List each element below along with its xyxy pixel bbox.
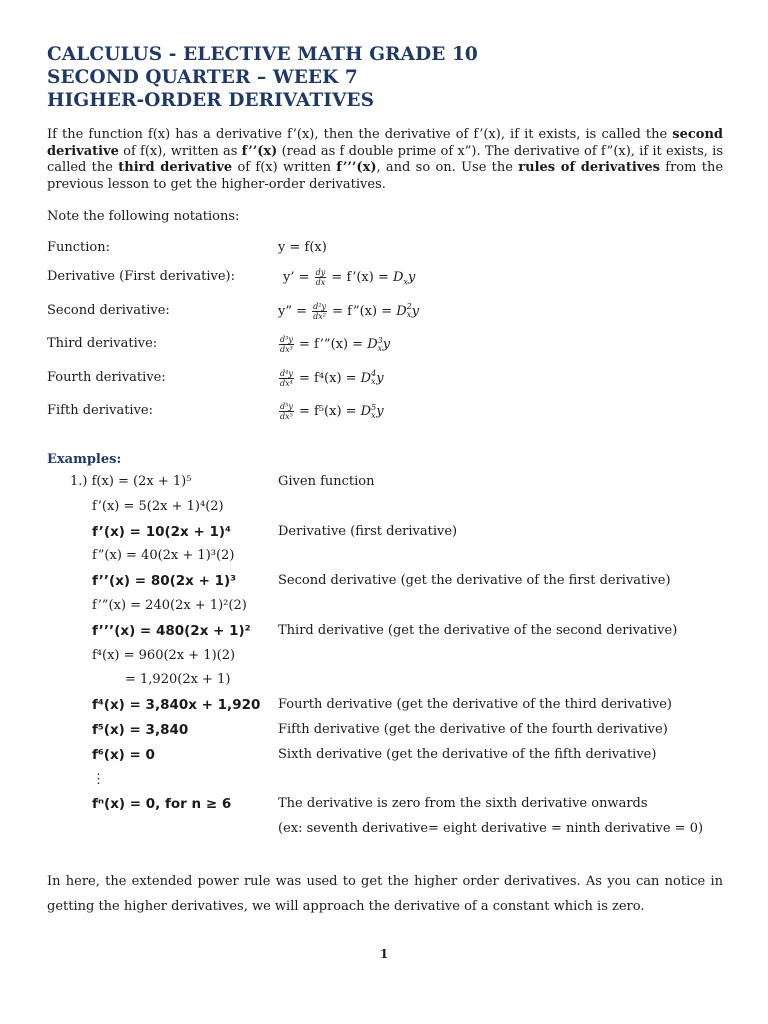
intro-notation-third: f’’’(x)	[336, 160, 377, 175]
operator-power: 2	[406, 302, 412, 312]
example-step: = 1,920(2x + 1)	[125, 672, 231, 688]
operator-letter: D	[367, 337, 378, 353]
example-row	[47, 696, 723, 721]
example-step: f’(x) = 5(2x + 1)⁴(2)	[92, 498, 224, 514]
notation-label: Fourth derivative:	[47, 369, 166, 385]
vertical-ellipsis: ⋮	[92, 771, 105, 787]
notation-row-function	[47, 239, 723, 268]
example-result: f’’(x) = 80(2x + 1)³	[92, 573, 237, 590]
operator-d	[393, 270, 415, 285]
intro-text: , and so on. Use the	[376, 160, 519, 175]
example-explanation: Derivative (first derivative)	[278, 523, 458, 539]
notation-expression	[278, 302, 419, 321]
example-explanation: Sixth derivative (get the derivative of the fifth derivative)	[278, 746, 657, 762]
fraction-d2y-dx2	[312, 302, 327, 321]
operator-d	[396, 304, 419, 319]
notation-row-fifth	[47, 402, 723, 436]
notation-row-third	[47, 335, 723, 369]
example-explanation: Fifth derivative (get the derivative of the fourth derivative)	[278, 721, 668, 737]
fraction-numerator: d⁴y	[280, 368, 293, 378]
expr-part: y” =	[278, 303, 312, 319]
fraction-dy-dx	[315, 268, 327, 287]
example-row	[47, 671, 723, 696]
operator-power: 4	[371, 369, 377, 379]
fraction-numerator: d⁵y	[280, 402, 293, 412]
fraction-d5y-dx5	[279, 402, 294, 421]
intro-text: (read as f double prime of x”). The derivative of f”(x), if it exists, is called the	[47, 143, 723, 175]
example-explanation: The derivative is zero from the sixth derivative onwards	[278, 796, 648, 812]
operator-variable: y	[376, 404, 384, 420]
example-row	[47, 473, 723, 498]
example-row	[47, 795, 723, 820]
examples-list	[47, 473, 723, 845]
operator-subscript: x	[377, 343, 383, 353]
example-row	[47, 820, 723, 845]
operator-letter: D	[396, 303, 407, 319]
fraction-denominator: dx	[315, 278, 326, 287]
example-row	[47, 597, 723, 622]
notation-note: Note the following notations:	[47, 209, 240, 224]
intro-text: of f(x), written as	[118, 143, 242, 159]
example-row	[47, 523, 723, 548]
notation-expression	[278, 335, 390, 354]
fraction-denominator: dx³	[280, 345, 293, 355]
examples-heading: Examples:	[47, 451, 122, 467]
example-row	[47, 547, 723, 572]
intro-term-second-derivative: second derivative	[47, 127, 723, 159]
example-result: f⁴(x) = 3,840x + 1,920	[92, 697, 261, 714]
fraction-denominator: dx⁴	[280, 378, 293, 388]
document-page	[47, 43, 723, 919]
page-number: 1	[379, 947, 389, 961]
operator-subscript: x	[371, 377, 376, 387]
example-step: f⁴(x) = 960(2x + 1)(2)	[92, 647, 236, 663]
expr-part: = f’(x) =	[327, 270, 393, 285]
notation-row-first	[47, 268, 723, 302]
example-row	[47, 622, 723, 647]
operator-d	[367, 337, 390, 352]
operator-variable: y	[407, 270, 416, 285]
notation-table	[47, 239, 723, 436]
example-row	[47, 647, 723, 672]
notation-expression	[278, 369, 384, 388]
example-row	[47, 572, 723, 597]
notation-row-second	[47, 302, 723, 336]
example-result: f⁶(x) = 0	[92, 746, 155, 763]
intro-paragraph	[47, 127, 723, 193]
operator-subscript: x	[371, 410, 376, 420]
operator-subscript: x	[403, 277, 408, 287]
operator-letter: D	[392, 270, 404, 285]
notation-label: Second derivative:	[47, 302, 170, 318]
example-step: f”(x) = 40(2x + 1)³(2)	[92, 548, 235, 564]
notation-expression: y = f(x)	[278, 240, 327, 255]
example-row	[47, 721, 723, 746]
example-row	[47, 746, 723, 771]
operator-subscript: x	[406, 310, 412, 320]
example-row	[47, 771, 723, 796]
fraction-numerator: d²y	[313, 301, 327, 311]
course-title: CALCULUS - ELECTIVE MATH GRADE 10	[47, 44, 478, 65]
intro-text: If the function f(x) has a derivative f’(x), then the derivative of f’(x), if it exists, is called the	[47, 127, 673, 142]
notation-row-fourth	[47, 369, 723, 403]
operator-d	[361, 404, 384, 419]
intro-term-rules: rules of derivatives	[518, 160, 660, 175]
example-explanation: (ex: seventh derivative= eight derivative = ninth derivative = 0)	[278, 821, 704, 837]
intro-text: from the previous lesson to get the higher-order derivatives.	[47, 160, 724, 192]
fraction-numerator: d³y	[280, 335, 293, 345]
notation-label: Derivative (First derivative):	[47, 269, 235, 284]
example-result: f’’’(x) = 480(2x + 1)²	[92, 622, 251, 639]
notation-expression	[283, 268, 415, 292]
fraction-numerator: dy	[315, 268, 326, 277]
fraction-d3y-dx3	[279, 335, 294, 354]
operator-letter: D	[360, 370, 372, 386]
example-step: f’”(x) = 240(2x + 1)²(2)	[92, 597, 247, 613]
example-step: 1.) f(x) = (2x + 1)⁵	[70, 473, 192, 489]
notation-expression	[278, 402, 384, 421]
notation-label: Function:	[47, 240, 111, 255]
fraction-denominator: dx²	[313, 311, 326, 321]
operator-letter: D	[360, 404, 372, 420]
expr-part: = f⁴(x) =	[294, 370, 361, 386]
expr-part: = f⁵(x) =	[294, 404, 361, 420]
example-explanation: Second derivative (get the derivative of the first derivative)	[278, 573, 671, 589]
operator-power: 5	[371, 402, 377, 412]
fraction-denominator: dx⁵	[280, 412, 293, 422]
example-result: f⁵(x) = 3,840	[92, 721, 189, 738]
operator-variable: y	[376, 370, 384, 386]
intro-notation-second: f’’(x)	[241, 143, 278, 159]
quarter-week-title: SECOND QUARTER – WEEK 7	[47, 67, 358, 88]
example-explanation: Given function	[278, 473, 375, 489]
lesson-title: HIGHER-ORDER DERIVATIVES	[47, 90, 375, 111]
expr-part: y’ =	[283, 270, 314, 285]
example-row	[47, 498, 723, 523]
expr-part: = f’”(x) =	[294, 337, 368, 353]
closing-paragraph: In here, the extended power rule was used to get the higher order derivatives. As you can notice in getting the higher derivatives, we will approach the derivative of a constant which is zero.	[47, 873, 723, 914]
example-explanation: Fourth derivative (get the derivative of the third derivative)	[278, 697, 672, 713]
operator-variable: y	[411, 303, 420, 319]
operator-d	[361, 371, 384, 386]
document-header	[47, 43, 723, 112]
notation-label: Fifth derivative:	[47, 403, 153, 419]
intro-text: of f(x) written	[232, 160, 337, 175]
expr-part: = f”(x) =	[328, 303, 397, 319]
operator-power: 3	[377, 335, 383, 345]
example-explanation: Third derivative (get the derivative of the second derivative)	[278, 622, 678, 638]
notation-label: Third derivative:	[47, 336, 158, 352]
operator-variable: y	[382, 337, 391, 353]
example-result: fⁿ(x) = 0, for n ≥ 6	[92, 796, 232, 813]
fraction-d4y-dx4	[279, 369, 294, 388]
example-result: f’(x) = 10(2x + 1)⁴	[92, 523, 231, 540]
intro-term-third-derivative: third derivative	[118, 160, 233, 175]
